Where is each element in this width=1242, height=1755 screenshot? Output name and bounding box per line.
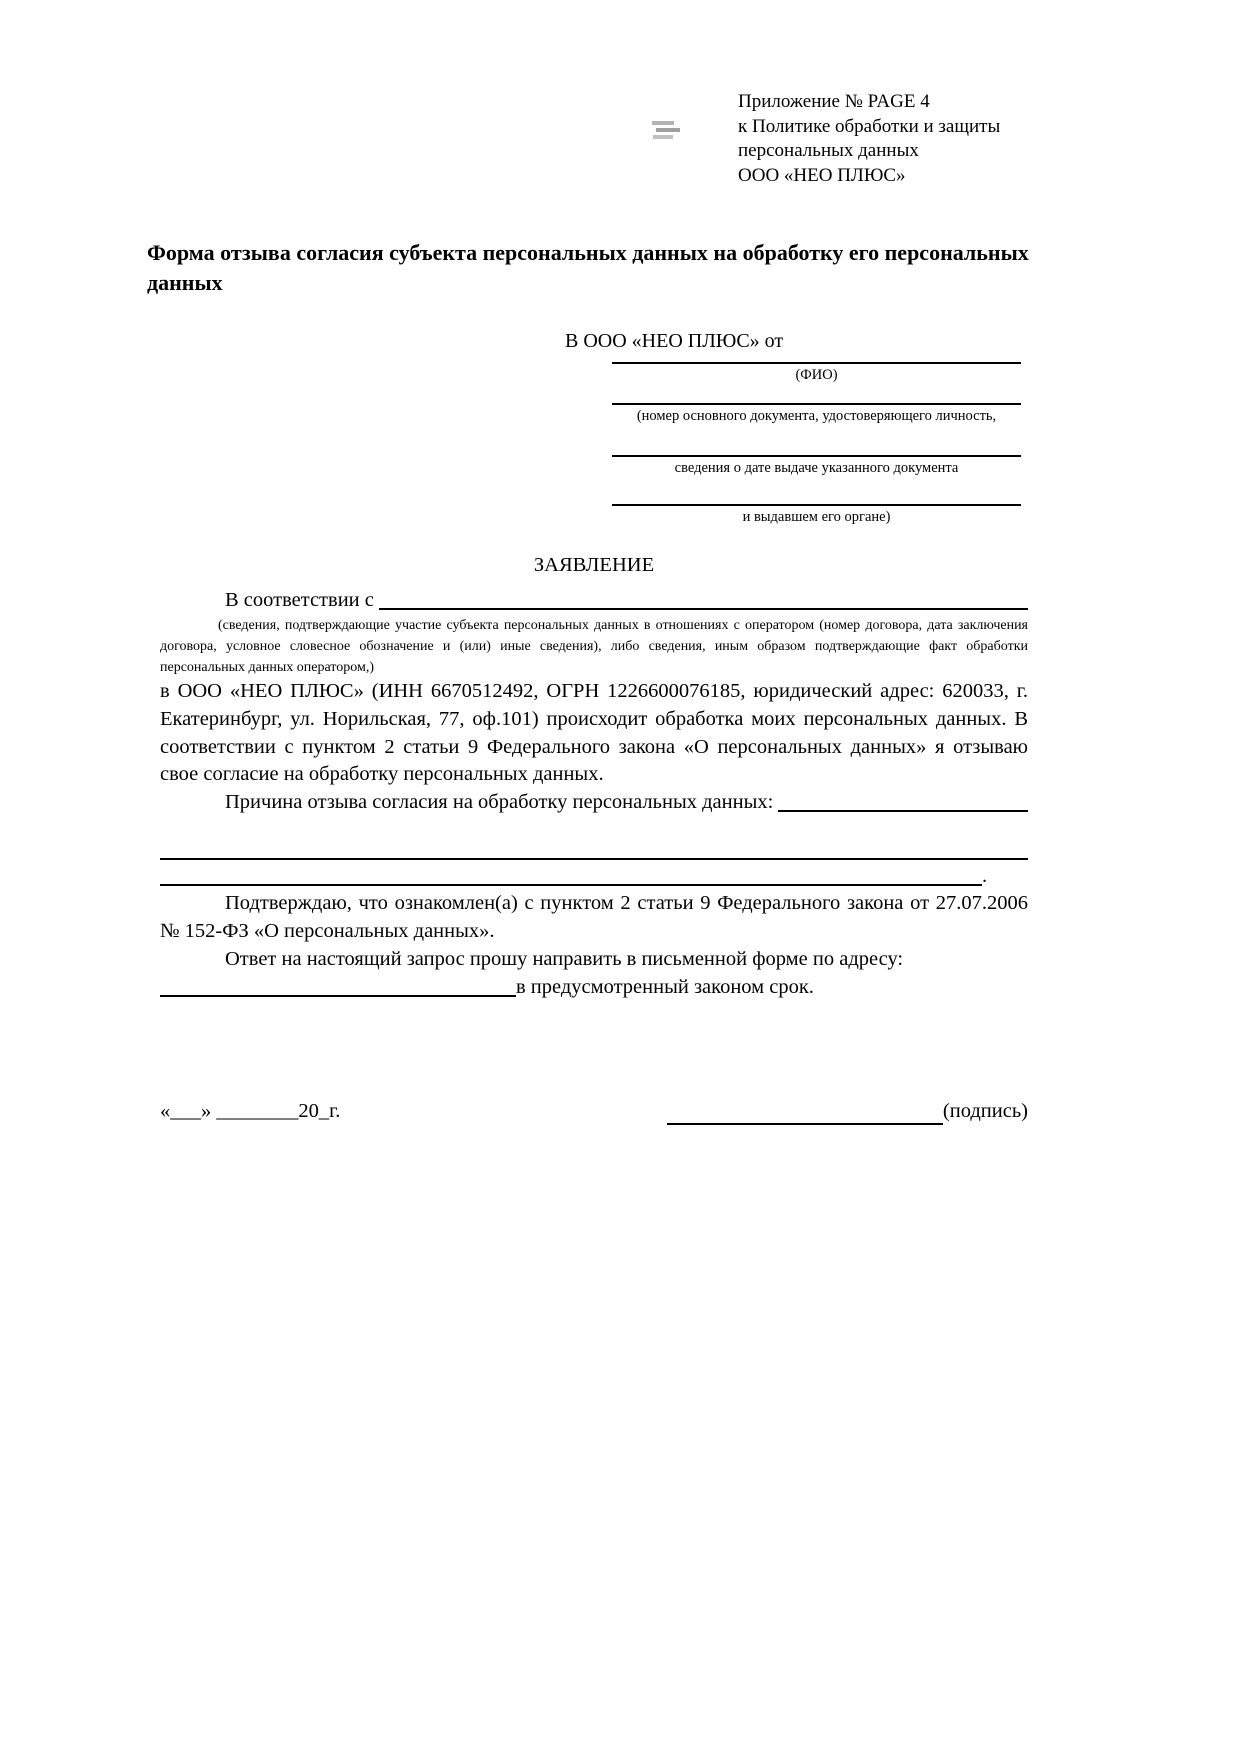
fio-caption: (ФИО): [795, 367, 838, 383]
header-line: персональных данных: [738, 140, 919, 162]
date-signature-row: [160, 1098, 1028, 1125]
document-number-caption: (номер основного документа, удостоверяющего личность,: [636, 408, 997, 425]
reply-request-line: Ответ на настоящий запрос прошу направить в письменной форме по адресу:: [225, 947, 904, 970]
header-line: к Политике обработки и защиты: [738, 115, 1001, 137]
reason-blank-line-2: [160, 817, 1028, 860]
reason-line: [160, 789, 1028, 817]
issuing-authority-field: [612, 504, 1021, 526]
signature-blank-line: [667, 1101, 943, 1125]
reason-blank-line-3-rule: [160, 860, 982, 886]
accordance-prefix: В соответствии с: [225, 588, 379, 611]
issue-date-caption: сведения о дате выдаче указанного документа: [674, 459, 959, 476]
issue-date-field: [612, 455, 1021, 477]
accordance-line: [160, 587, 1028, 615]
date-line: «___» ________20_г.: [160, 1100, 341, 1122]
accordance-blank-line: [379, 587, 1028, 610]
appendix-header: [738, 90, 1038, 189]
reply-address-line: [160, 974, 1028, 1002]
issuing-authority-caption: и выдавшем его органе): [742, 509, 891, 526]
statement-section: [160, 552, 1028, 1002]
document-title: Форма отзыва согласия субъекта персональных данных на обработку его персональных данных: [147, 240, 1029, 295]
reason-blank-line: [778, 789, 1028, 812]
reply-address-blank-line: [160, 974, 516, 997]
signature-caption: (подпись): [942, 1100, 1028, 1122]
signature-group: [667, 1098, 1028, 1125]
header-line: ООО «НЕО ПЛЮС»: [738, 165, 906, 187]
reason-blank-line-3: [160, 860, 1028, 886]
document-number-field: [612, 403, 1021, 425]
header-line: Приложение № PAGE 4: [738, 91, 930, 112]
fio-field: [612, 362, 1021, 384]
reason-prefix: Причина отзыва согласия на обработку персональных данных:: [225, 791, 779, 814]
statement-heading: ЗАЯВЛЕНИЕ: [533, 554, 655, 576]
reply-suffix: в предусмотренный законом срок.: [516, 975, 814, 998]
statement-body: в ООО «НЕО ПЛЮС» (ИНН 6670512492, ОГРН 1226600076185, юридический адрес: 620033, г. Екатеринбург, ул. Норильская, 77, оф.101) происходит обработка моих персональных данных. В соответствии с пунктом 2 статьи 9 Федерального закона «О персональных данных» я отзываю свое согласие на обработку персональных данных.: [160, 679, 1028, 786]
blank-line-terminator: .: [982, 864, 988, 887]
addressee-block: [565, 330, 1021, 527]
addressee-to-line: В ООО «НЕО ПЛЮС» от: [565, 330, 784, 352]
fine-print-note: (сведения, подтверждающие участие субъекта персональных данных в отношениях с оператором (номер договора, дата заключения договора, условное словесное обозначение и (или) иные сведения), либо сведения, иным образом подтверждающие факт обработки персональных данных оператором,): [160, 617, 1028, 675]
field-code-artifact-icon: [652, 119, 680, 141]
confirmation-paragraph: Подтверждаю, что ознакомлен(а) с пунктом 2 статьи 9 Федерального закона от 27.07.2006 № 152-ФЗ «О персональных данных».: [160, 892, 1028, 942]
